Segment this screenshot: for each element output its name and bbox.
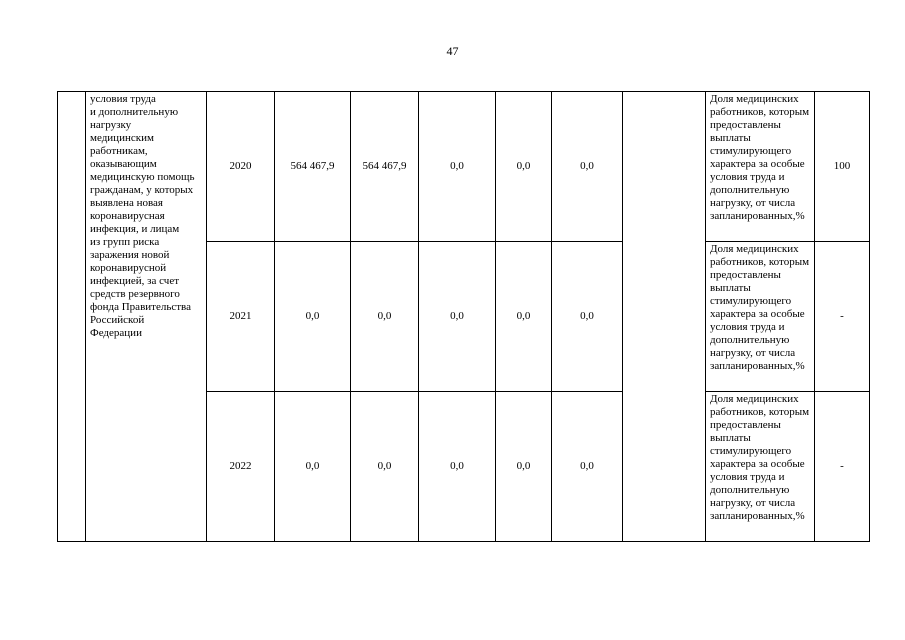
amount-federal-cell: 0,0 (351, 392, 419, 542)
indicator-value-cell: - (815, 242, 870, 392)
amount-cell: 0,0 (496, 392, 552, 542)
measure-description: условия труда и дополнительную нагрузку медицинским работникам, оказывающим медицинскую помощь гражданам, у которых выявлена новая коронавирусная инфекция, и лицам из групп риска заражения новой коронавирусной инфекцией, за счет средств резервного фонда Правительства Российской Федерации (86, 92, 207, 542)
amount-total-cell: 564 467,9 (275, 92, 351, 242)
year-cell: 2021 (207, 242, 275, 392)
responsible-cell (623, 92, 706, 542)
amount-federal-cell: 0,0 (351, 242, 419, 392)
amount-total-cell: 0,0 (275, 392, 351, 542)
indicator-value-cell: - (815, 392, 870, 542)
indicator-value-cell: 100 (815, 92, 870, 242)
amount-cell: 0,0 (552, 242, 623, 392)
amount-cell: 0,0 (496, 242, 552, 392)
amount-cell: 0,0 (419, 92, 496, 242)
amount-total-cell: 0,0 (275, 242, 351, 392)
amount-cell: 0,0 (496, 92, 552, 242)
indicator-cell: Доля медицинских работников, которым предоставлены выплаты стимулирующего характера за особые условия труда и дополнительную нагрузку, от числа запланированных,% (706, 242, 815, 392)
amount-cell: 0,0 (552, 92, 623, 242)
year-cell: 2022 (207, 392, 275, 542)
table-row (58, 92, 870, 242)
page-number: 47 (446, 44, 459, 58)
amount-cell: 0,0 (552, 392, 623, 542)
amount-cell: 0,0 (419, 392, 496, 542)
program-table (57, 91, 870, 542)
amount-cell: 0,0 (419, 242, 496, 392)
amount-federal-cell: 564 467,9 (351, 92, 419, 242)
indicator-cell: Доля медицинских работников, которым предоставлены выплаты стимулирующего характера за особые условия труда и дополнительную нагрузку, от числа запланированных,% (706, 392, 815, 542)
year-cell: 2020 (207, 92, 275, 242)
row-number-cell (58, 92, 86, 542)
indicator-cell: Доля медицинских работников, которым предоставлены выплаты стимулирующего характера за особые условия труда и дополнительную нагрузку, от числа запланированных,% (706, 92, 815, 242)
